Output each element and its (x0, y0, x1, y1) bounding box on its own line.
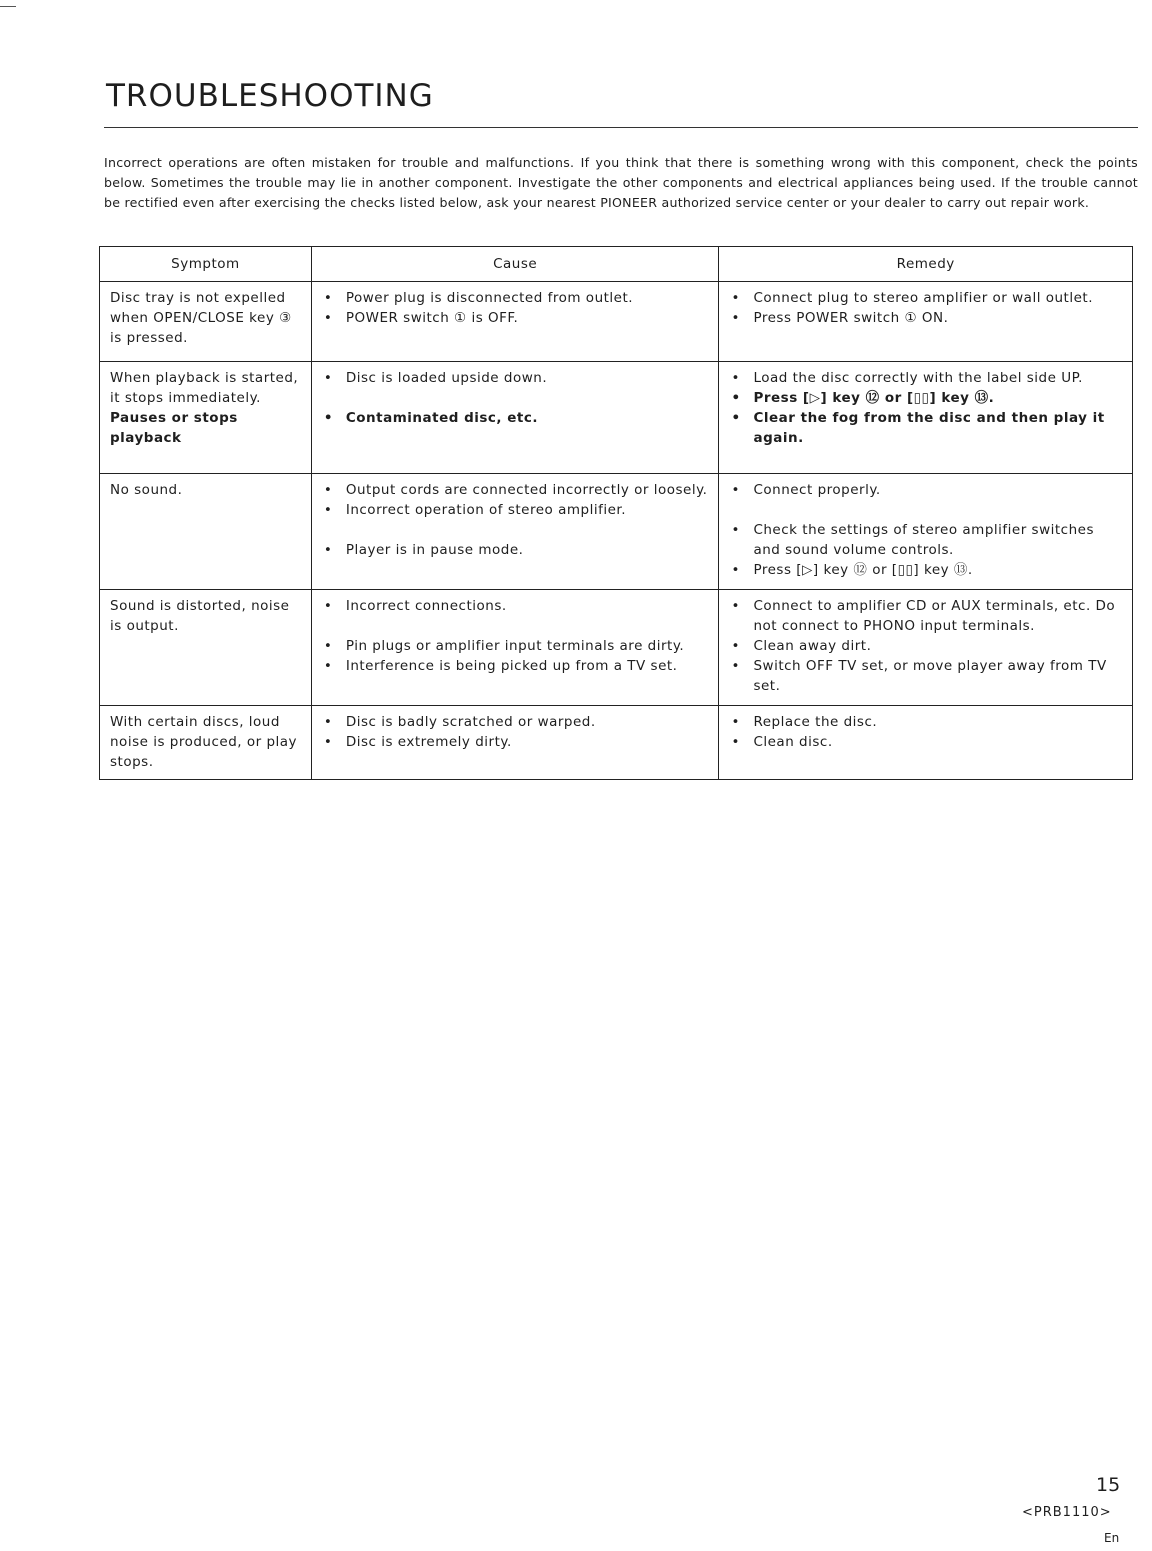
remedy-cell (719, 706, 1133, 780)
remedy-item: • Press POWER switch ① ON. (729, 308, 1122, 328)
document-code: <PRB1110> (1022, 1505, 1112, 1520)
remedy-cell (719, 590, 1133, 706)
cause-cell (311, 590, 719, 706)
symptom-text: When playback is started, it stops immediately. (110, 370, 299, 406)
remedy-item: • Connect to amplifier CD or AUX terminals, etc. Do not connect to PHONO input terminals. (729, 596, 1122, 636)
remedy-item: • Connect properly. (729, 480, 1122, 500)
cause-cell (311, 282, 719, 362)
table-row (100, 362, 1133, 474)
table-row (100, 474, 1133, 590)
remedy-cell (719, 362, 1133, 474)
troubleshooting-table (99, 246, 1133, 780)
symptom-cell (100, 282, 312, 362)
remedy-item: • Clean away dirt. (729, 636, 1122, 656)
symptom-text: Pauses or stops playback (110, 410, 238, 446)
cause-item: • Incorrect connections. (322, 596, 709, 616)
cause-item: • Contaminated disc, etc. (322, 408, 709, 428)
cause-item: • Disc is badly scratched or warped. (322, 712, 709, 732)
page-number: 15 (1096, 1474, 1121, 1496)
remedy-header: Remedy (719, 247, 1133, 282)
title-divider (104, 127, 1138, 128)
corner-mark (0, 6, 16, 7)
remedy-item: • Clear the fog from the disc and then play it again. (729, 408, 1122, 448)
symptom-cell (100, 474, 312, 590)
symptom-cell (100, 590, 312, 706)
symptom-cell (100, 362, 312, 474)
table-header-row (100, 247, 1133, 282)
cause-cell (311, 474, 719, 590)
symptom-cell (100, 706, 312, 780)
cause-item: • Disc is loaded upside down. (322, 368, 709, 388)
cause-item: • Incorrect operation of stereo amplifier. (322, 500, 709, 520)
cause-item: • POWER switch ① is OFF. (322, 308, 709, 328)
table-row (100, 706, 1133, 780)
cause-item: • Player is in pause mode. (322, 540, 709, 560)
symptom-text: No sound. (110, 482, 183, 498)
table-row (100, 590, 1133, 706)
remedy-item: • Connect plug to stereo amplifier or wall outlet. (729, 288, 1122, 308)
symptom-text: Disc tray is not expelled when OPEN/CLOSE key ③ is pressed. (110, 290, 292, 346)
remedy-item: • Press [▷] key ⑫ or [▯▯] key ⑬. (729, 560, 1122, 580)
remedy-cell (719, 282, 1133, 362)
remedy-item: • Press [▷] key ⑫ or [▯▯] key ⑬. (729, 388, 1122, 408)
table-row (100, 282, 1133, 362)
cause-item: • Power plug is disconnected from outlet. (322, 288, 709, 308)
remedy-item: • Replace the disc. (729, 712, 1122, 732)
remedy-cell (719, 474, 1133, 590)
cause-item: • Output cords are connected incorrectly or loosely. (322, 480, 709, 500)
language-code: En (1104, 1531, 1120, 1545)
page-title: TROUBLESHOOTING (106, 78, 434, 114)
cause-item: • Disc is extremely dirty. (322, 732, 709, 752)
symptom-text: With certain discs, loud noise is produced, or play stops. (110, 714, 298, 770)
intro-paragraph: Incorrect operations are often mistaken for trouble and malfunctions. If you think that there is something wrong with this component, check the points below. Sometimes the trouble may lie in another component. Investigate the other components and electrical appliances being used. If the trouble cannot be rectified even after exercising the checks listed below, ask your nearest PIONEER authorized service center or your dealer to carry out repair work. (104, 155, 1138, 210)
remedy-item: • Check the settings of stereo amplifier switches and sound volume controls. (729, 520, 1122, 560)
remedy-item: • Load the disc correctly with the label side UP. (729, 368, 1122, 388)
cause-cell (311, 706, 719, 780)
remedy-item: • Clean disc. (729, 732, 1122, 752)
cause-cell (311, 362, 719, 474)
cause-item: • Interference is being picked up from a TV set. (322, 656, 709, 676)
cause-header: Cause (311, 247, 719, 282)
remedy-item: • Switch OFF TV set, or move player away from TV set. (729, 656, 1122, 696)
symptom-text: Sound is distorted, noise is output. (110, 598, 290, 634)
cause-item: • Pin plugs or amplifier input terminals are dirty. (322, 636, 709, 656)
symptom-header: Symptom (100, 247, 312, 282)
